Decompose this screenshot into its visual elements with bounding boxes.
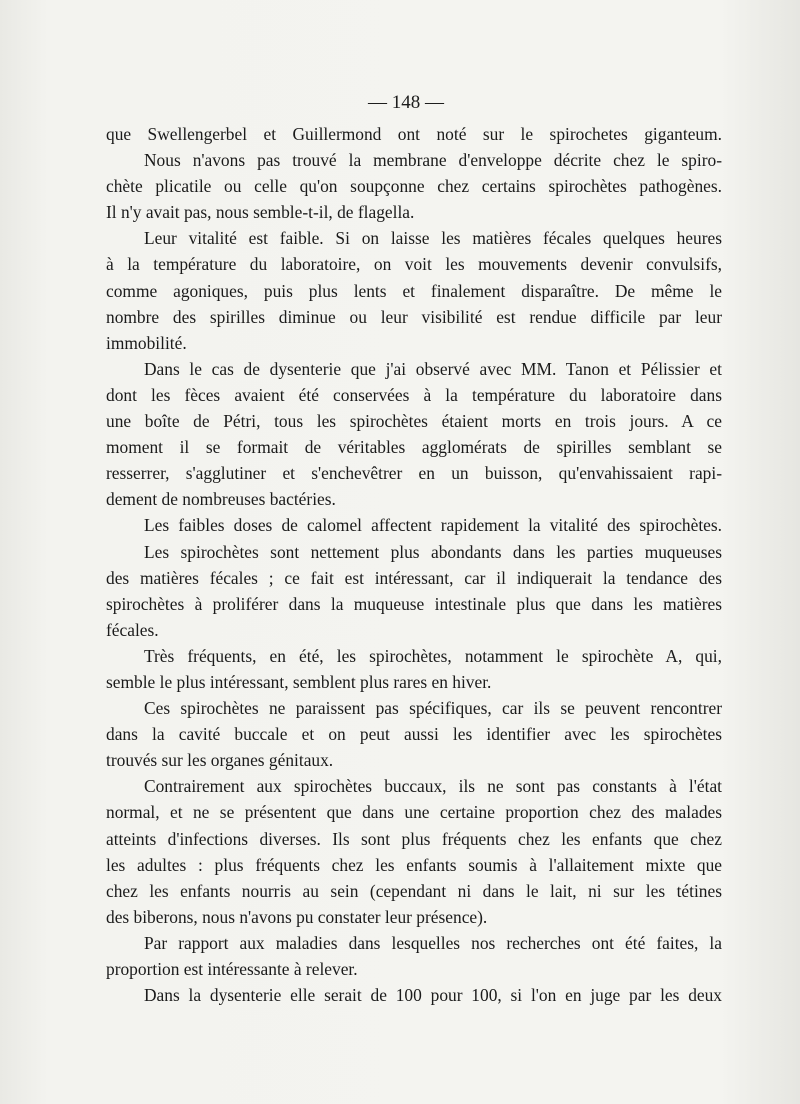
text-line: dans la cavité buccale et on peut aussi les identifier avec les spirochètes [106,724,722,745]
text-line: Leur vitalité est faible. Si on laisse les matières fécales quelques heures [144,228,722,249]
body-text [106,121,722,1008]
text-line: à la température du laboratoire, on voit les mouvements devenir convulsifs, [106,254,722,275]
text-line: Contrairement aux spirochètes buccaux, ils ne sont pas constants à l'état [144,776,722,797]
text-line: chez les enfants nourris au sein (cependant ni dans le lait, ni sur les tétines [106,880,722,901]
text-line: dement de nombreuses bactéries. [106,489,336,510]
text-line: atteints d'infections diverses. Ils sont plus fréquents chez les enfants que chez [106,828,722,849]
text-line: les adultes : plus fréquents chez les enfants soumis à l'allaitement mixte que [106,854,722,875]
page-number: — 148 — [368,92,444,113]
text-line: semble le plus intéressant, semblent plus rares en hiver. [106,671,492,692]
text-line: des matières fécales ; ce fait est intéressant, car il indiquerait la tendance des [106,567,722,588]
text-line: Il n'y avait pas, nous semble-t-il, de flagella. [106,202,415,223]
text-line: immobilité. [106,332,187,353]
text-line: chète plicatile ou celle qu'on soupçonne chez certains spirochètes pathogènes. [106,176,722,197]
text-line: normal, et ne se présentent que dans une certaine proportion chez des malades [106,802,722,823]
text-line: nombre des spirilles diminue ou leur visibilité est rendue difficile par leur [106,306,722,327]
text-line: des biberons, nous n'avons pu constater leur présence). [106,906,488,927]
text-line: fécales. [106,619,159,640]
text-line: Dans la dysenterie elle serait de 100 pour 100, si l'on en juge par les deux [144,985,722,1006]
text-line: que Swellengerbel et Guillermond ont noté sur le spirochetes giganteum. [106,124,722,144]
text-line: dont les fèces avaient été conservées à la température du laboratoire dans [106,384,722,405]
text-line: resserrer, s'agglutiner et s'enchevêtrer en un buisson, qu'envahissaient rapi- [106,463,722,484]
text-line: Les faibles doses de calomel affectent rapidement la vitalité des spirochètes. [144,515,722,536]
text-line: trouvés sur les organes génitaux. [106,750,334,771]
text-line: Très fréquents, en été, les spirochètes, notamment le spirochète A, qui, [144,645,722,666]
text-line: spirochètes à proliférer dans la muqueuse intestinale plus que dans les matières [106,593,722,614]
text-line: comme agoniques, puis plus lents et finalement disparaître. De même le [106,280,722,301]
text-line: proportion est intéressante à relever. [106,959,358,979]
text-line: Dans le cas de dysenterie que j'ai observé avec MM. Tanon et Pélissier et [144,358,722,379]
text-line: Les spirochètes sont nettement plus abondants dans les parties muqueuses [144,541,722,562]
text-line: moment il se formait de véritables agglomérats de spirilles semblant se [106,437,722,458]
text-line: une boîte de Pétri, tous les spirochètes étaient morts en trois jours. A ce [106,411,722,432]
text-line: Nous n'avons pas trouvé la membrane d'enveloppe décrite chez le spiro- [144,150,722,171]
text-line: Par rapport aux maladies dans lesquelles nos recherches ont été faites, la [144,932,722,953]
text-line: Ces spirochètes ne paraissent pas spécifiques, car ils se peuvent rencontrer [144,698,722,719]
